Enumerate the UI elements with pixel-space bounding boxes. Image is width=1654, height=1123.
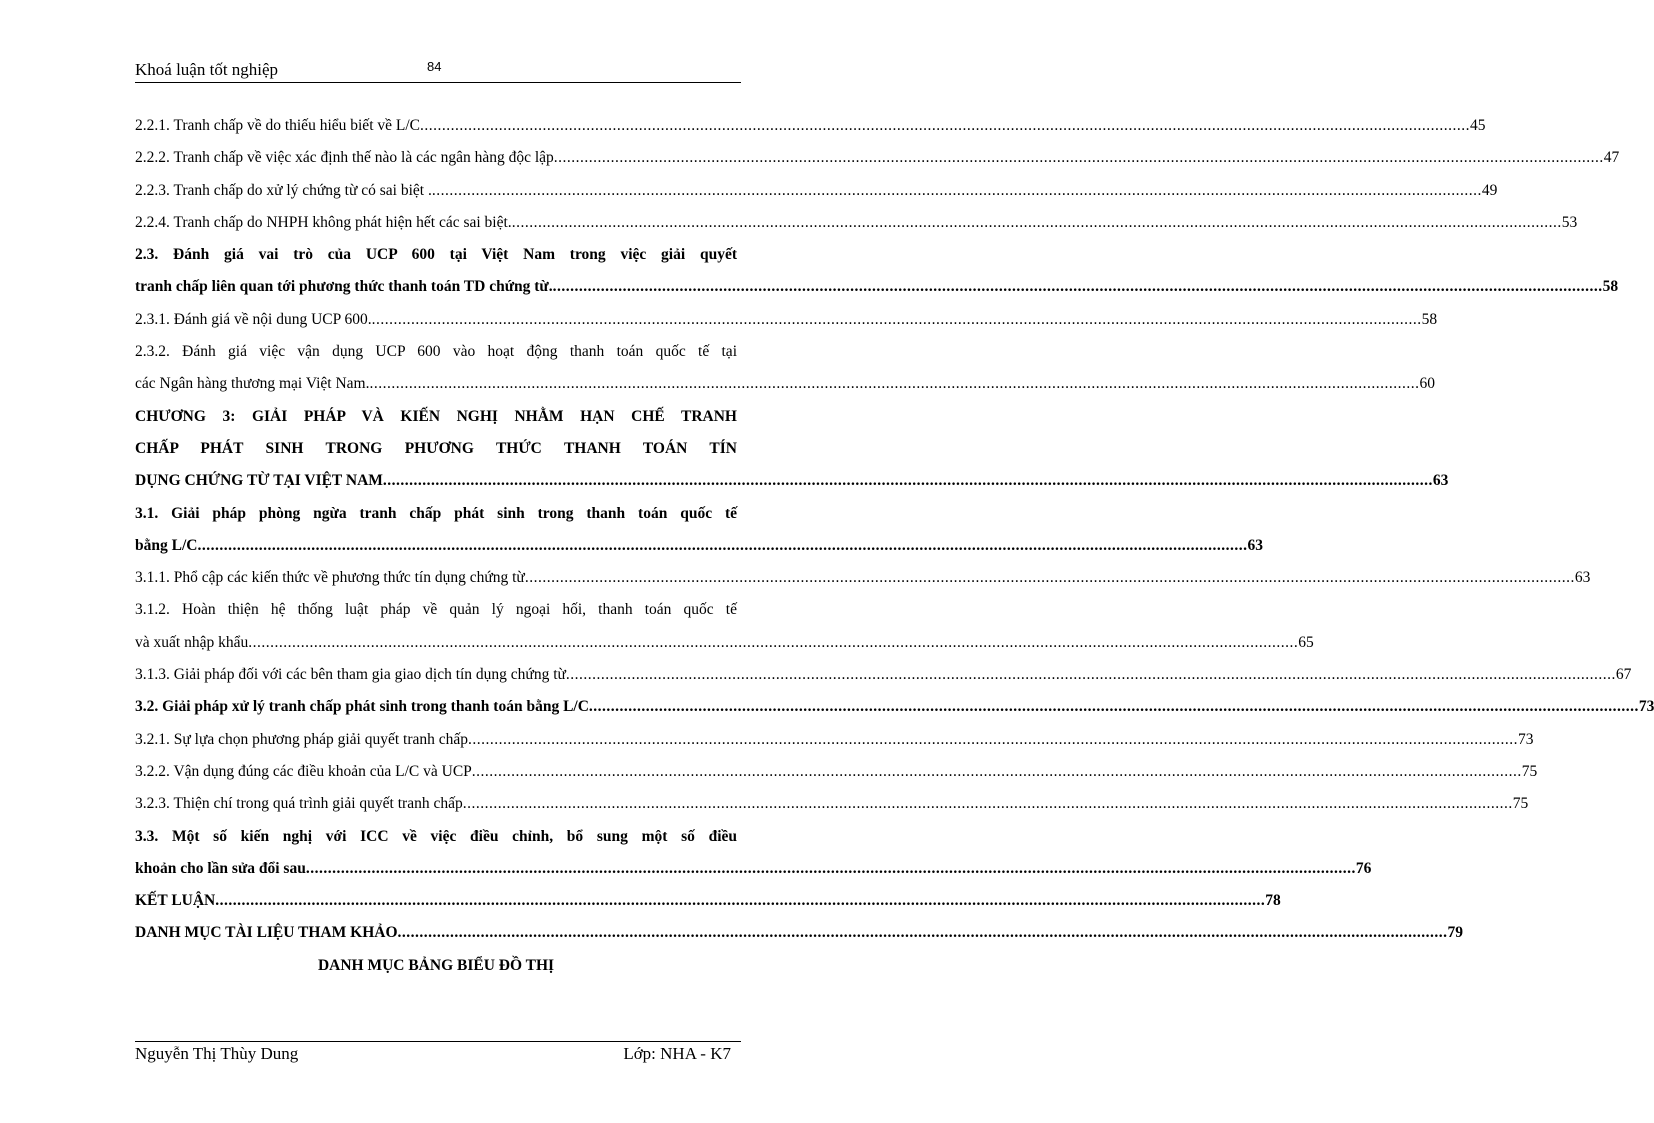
chapter-heading-line[interactable]: CHẤP PHÁT SINH TRONG PHƯƠNG THỨC THANH TOÁN TÍN [135,439,737,457]
toc-page: 47 [1603,149,1620,167]
toc-page: 60 [1419,375,1435,393]
toc-entry[interactable]: 2.2.1. Tranh chấp về do thiếu hiểu biết về L/C ..... 45 [135,113,737,145]
toc-page: 58 [1602,278,1619,296]
toc-entry[interactable]: 2.3.1. Đánh giá về nội dung UCP 600. ..... 58 [135,307,737,339]
toc-entry[interactable]: DANH MỤC TÀI LIỆU THAM KHẢO ..... 79 [135,920,737,952]
header-title: Khoá luận tốt nghiệp [135,60,279,79]
toc-page: 58 [1421,310,1438,328]
page-number: 84 [427,59,442,74]
page-header [135,56,741,83]
toc-page: 65 [1298,633,1314,651]
toc-entry[interactable]: 3.2.3. Thiện chí trong quá trình giải quyết tranh chấp ..... 75 [135,791,737,823]
toc-page: 76 [1355,859,1372,877]
toc-page: 73 [1638,698,1654,716]
toc-entry-line[interactable]: 3.1.2. Hoàn thiện hệ thống luật pháp về quản lý ngoại hối, thanh toán quốc tế [135,601,737,619]
toc-entry[interactable]: 2.2.3. Tranh chấp do xử lý chứng từ có sai biệt . ..... 49 [135,178,737,210]
toc-entry[interactable]: và xuất nhập khẩu ..... 65 [135,630,737,662]
toc-entry[interactable]: DỤNG CHỨNG TỪ TẠI VIỆT NAM ..... 63 [135,468,737,500]
toc-page: 45 [1470,117,1486,134]
toc-entry-line[interactable]: 3.3. Một số kiến nghị với ICC về việc điều chỉnh, bổ sung một số điều [135,827,737,845]
chapter-heading-line[interactable]: CHƯƠNG 3: GIẢI PHÁP VÀ KIẾN NGHỊ NHẰM HẠN CHẾ TRANH [135,407,737,425]
toc-entry-line[interactable]: 2.3.2. Đánh giá việc vận dụng UCP 600 vào hoạt động thanh toán quốc tế tại [135,343,737,361]
toc-entry[interactable]: 3.2.1. Sự lựa chọn phương pháp giải quyết tranh chấp ..... 73 [135,727,737,759]
toc-page: 53 [1561,213,1578,231]
toc-entry[interactable]: 3.1.1. Phổ cập các kiến thức về phương thức tín dụng chứng từ ..... 63 [135,565,737,597]
section-heading: DANH MỤC BẢNG BIỂU ĐỒ THỊ [317,956,555,974]
toc-entry[interactable]: 3.2.2. Vận dụng đúng các điều khoản của L/C và UCP ..... 75 [135,759,737,791]
page-footer [135,1041,741,1063]
toc-page: 75 [1512,795,1529,813]
toc-entry[interactable]: 3.1.3. Giải pháp đối với các bên tham gia giao dịch tín dụng chứng từ ..... 67 [135,662,737,694]
toc-entry[interactable]: 2.2.2. Tranh chấp về việc xác định thế nào là các ngân hàng độc lập ..... 47 [135,145,737,177]
toc-page: 63 [1432,472,1449,490]
toc-entry-line[interactable]: 3.1. Giải pháp phòng ngừa tranh chấp phát sinh trong thanh toán quốc tế [135,504,737,522]
toc-page: 63 [1574,569,1591,587]
footer-author: Nguyễn Thị Thùy Dung [135,1044,299,1063]
toc-entry[interactable]: tranh chấp liên quan tới phương thức thanh toán TD chứng từ. ..... 58 [135,274,737,306]
toc-page: 79 [1447,924,1464,942]
toc-entry[interactable]: 3.2. Giải pháp xử lý tranh chấp phát sinh trong thanh toán bằng L/C ..... 73 [135,694,737,726]
toc-entry[interactable]: các Ngân hàng thương mại Việt Nam. ..... 60 [135,371,737,403]
toc-page: 49 [1481,181,1498,199]
toc-entry[interactable]: bằng L/C ..... 63 [135,533,737,565]
toc-entry-line[interactable]: 2.3. Đánh giá vai trò của UCP 600 tại Việt Nam trong việc giải quyết [135,246,737,264]
toc-entry[interactable]: KẾT LUẬN ..... 78 [135,888,737,920]
toc-page: 75 [1521,762,1538,780]
toc-page: 63 [1247,536,1263,554]
toc-page: 67 [1615,666,1632,684]
table-of-contents [135,113,1654,985]
toc-entry[interactable]: khoản cho lần sửa đổi sau ..... 76 [135,856,737,888]
toc-entry[interactable]: 2.2.4. Tranh chấp do NHPH không phát hiện hết các sai biệt. ..... 53 [135,210,737,242]
toc-page: 78 [1265,892,1281,910]
toc-page: 73 [1518,730,1534,748]
footer-class: Lớp: NHA - K7 [623,1044,731,1063]
